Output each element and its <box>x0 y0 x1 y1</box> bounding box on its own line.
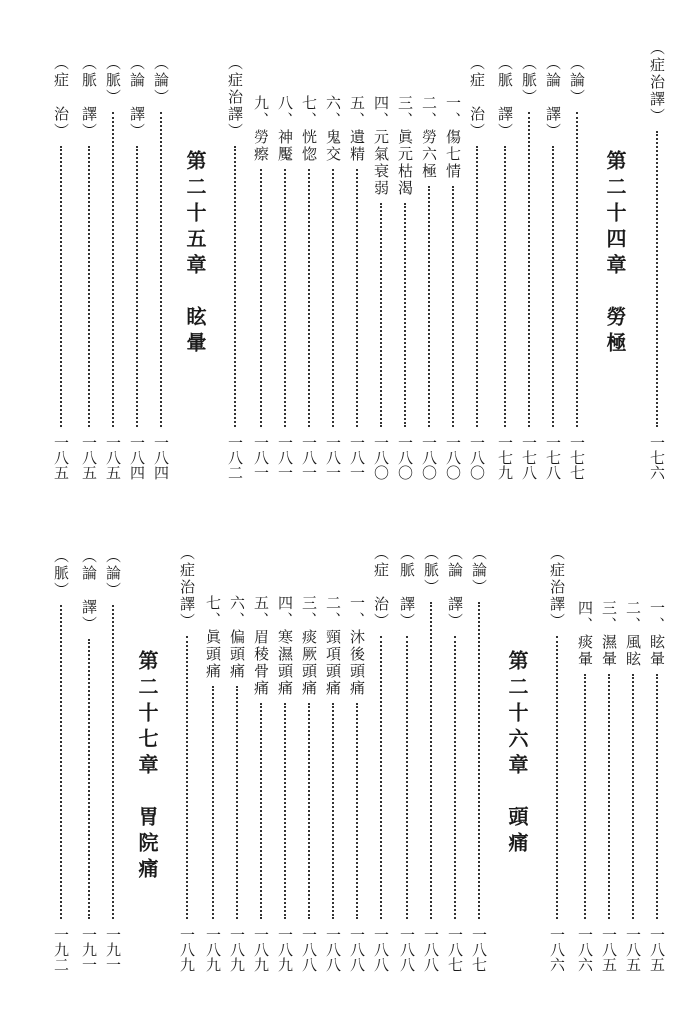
dot-leader <box>136 146 138 427</box>
toc-entry[interactable] <box>176 545 198 972</box>
dot-leader <box>186 636 188 919</box>
toc-entry-label: （症 治） <box>372 545 390 630</box>
chapter-heading-text: 第二十四章 勞極 <box>603 150 627 358</box>
toc-entry-page: 一八二 <box>226 435 244 480</box>
toc-entry[interactable] <box>542 55 564 480</box>
chapter-heading <box>598 150 632 358</box>
toc-entry[interactable] <box>346 595 368 972</box>
toc-entry-label: （論） <box>568 55 586 106</box>
dot-leader <box>380 203 382 427</box>
dot-leader <box>656 674 658 919</box>
dot-leader <box>356 169 358 427</box>
toc-entry-page: 一八八 <box>422 927 440 972</box>
toc-entry-page: 一八一 <box>324 435 342 480</box>
dot-leader <box>476 146 478 427</box>
toc-entry[interactable] <box>574 600 596 972</box>
toc-entry-label: （論） <box>104 548 122 599</box>
dot-leader <box>632 674 634 919</box>
dot-leader <box>406 636 408 919</box>
toc-entry-label: （論 譯） <box>544 55 562 140</box>
toc-entry[interactable] <box>466 55 488 480</box>
dot-leader <box>528 112 530 427</box>
toc-entry-page: 一八五 <box>648 927 666 972</box>
toc-entry-page: 一八九 <box>228 927 246 972</box>
dot-leader <box>478 602 480 919</box>
toc-entry-page: 一八四 <box>128 435 146 480</box>
toc-entry-page: 一八〇 <box>444 435 462 480</box>
dot-leader <box>608 674 610 919</box>
dot-leader <box>584 674 586 919</box>
dot-leader <box>430 602 432 919</box>
toc-entry-page: 一八四 <box>152 435 170 480</box>
toc-entry[interactable] <box>150 55 172 480</box>
toc-entry[interactable] <box>566 55 588 480</box>
toc-entry[interactable] <box>394 95 416 480</box>
toc-entry-page: 一八一 <box>300 435 318 480</box>
toc-entry[interactable] <box>298 95 320 480</box>
toc-entry[interactable] <box>50 548 72 972</box>
toc-entry-label: （症治譯） <box>548 545 566 630</box>
dot-leader <box>656 131 658 427</box>
toc-entry-label: （脈） <box>520 55 538 106</box>
toc-entry-page: 一八七 <box>470 927 488 972</box>
toc-entry-page: 一八八 <box>348 927 366 972</box>
toc-entry-label: （論） <box>152 55 170 106</box>
toc-entry[interactable] <box>126 55 148 480</box>
toc-entry[interactable] <box>418 95 440 480</box>
toc-entry[interactable] <box>202 595 224 972</box>
toc-entry[interactable] <box>322 595 344 972</box>
dot-leader <box>112 605 114 919</box>
toc-entry-page: 一八八 <box>324 927 342 972</box>
toc-entry-label: 三、濕暈 <box>600 600 618 668</box>
toc-entry[interactable] <box>370 545 392 972</box>
toc-entry-page: 一八八 <box>398 927 416 972</box>
toc-entry[interactable] <box>468 545 490 972</box>
toc-entry[interactable] <box>274 595 296 972</box>
dot-leader <box>112 112 114 427</box>
dot-leader <box>454 636 456 919</box>
toc-entry-label: （症治譯） <box>226 55 244 140</box>
toc-entry-page: 一九一 <box>80 927 98 972</box>
toc-entry-label: （論 譯） <box>446 545 464 630</box>
toc-entry[interactable] <box>250 595 272 972</box>
dot-leader <box>504 146 506 427</box>
toc-entry-page: 一八九 <box>204 927 222 972</box>
dot-leader <box>60 146 62 427</box>
toc-entry-label: 八、神魘 <box>276 95 294 163</box>
toc-entry-label: 七、恍惚 <box>300 95 318 163</box>
chapter-heading-text: 第二十五章 眩暈 <box>183 150 207 358</box>
toc-entry-page: 一八六 <box>548 927 566 972</box>
chapter-heading-text: 第二十六章 頭痛 <box>505 650 529 858</box>
toc-entry-page: 一七七 <box>568 435 586 480</box>
toc-entry-page: 一八五 <box>80 435 98 480</box>
toc-entry-label: 一、沐後頭痛 <box>348 595 366 697</box>
dot-leader <box>308 703 310 919</box>
dot-leader <box>332 169 334 427</box>
toc-entry-label: 九、勞瘵 <box>252 95 270 163</box>
toc-entry-page: 一九一 <box>104 927 122 972</box>
toc-entry-page: 一八一 <box>348 435 366 480</box>
toc-entry-page: 一七六 <box>648 435 666 480</box>
dot-leader <box>236 686 238 919</box>
toc-entry-label: （症治譯） <box>648 40 666 125</box>
dot-leader <box>284 169 286 427</box>
toc-entry[interactable] <box>646 600 668 972</box>
dot-leader <box>552 146 554 427</box>
chapter-heading <box>178 150 212 358</box>
dot-leader <box>452 186 454 427</box>
toc-entry-page: 一七八 <box>544 435 562 480</box>
toc-entry-label: （論 譯） <box>80 548 98 633</box>
toc-entry[interactable] <box>494 55 516 480</box>
toc-entry[interactable] <box>102 55 124 480</box>
dot-leader <box>576 112 578 427</box>
toc-entry-label: 四、元氣衰弱 <box>372 95 390 197</box>
toc-entry-label: 二、頸項頭痛 <box>324 595 342 697</box>
toc-entry-page: 一八五 <box>52 435 70 480</box>
toc-entry[interactable] <box>102 548 124 972</box>
toc-entry[interactable] <box>444 545 466 972</box>
toc-entry-label: 三、痰厥頭痛 <box>300 595 318 697</box>
toc-entry-page: 一八八 <box>372 927 390 972</box>
toc-entry-label: 一、眩暈 <box>648 600 666 668</box>
chapter-heading <box>130 650 164 884</box>
toc-entry-label: 七、眞頭痛 <box>204 595 222 680</box>
toc-entry-page: 一七八 <box>520 435 538 480</box>
toc-entry-page: 一八一 <box>252 435 270 480</box>
toc-entry-page: 一九二 <box>52 927 70 972</box>
toc-entry[interactable] <box>224 55 246 480</box>
toc-entry-page: 一八〇 <box>420 435 438 480</box>
dot-leader <box>556 636 558 919</box>
dot-leader <box>60 605 62 919</box>
toc-entry-label: （症治譯） <box>178 545 196 630</box>
toc-entry-page: 一七九 <box>496 435 514 480</box>
toc-entry[interactable] <box>396 545 418 972</box>
toc-entry-page: 一八〇 <box>468 435 486 480</box>
toc-entry[interactable] <box>322 95 344 480</box>
toc-entry[interactable] <box>420 545 442 972</box>
dot-leader <box>428 186 430 427</box>
dot-leader <box>284 703 286 919</box>
toc-entry[interactable] <box>78 548 100 972</box>
dot-leader <box>88 639 90 919</box>
toc-entry-page: 一八一 <box>276 435 294 480</box>
toc-entry-page: 一八五 <box>104 435 122 480</box>
toc-entry-label: （脈 譯） <box>398 545 416 630</box>
toc-entry-page: 一八〇 <box>396 435 414 480</box>
toc-entry[interactable] <box>250 95 272 480</box>
toc-entry-page: 一八九 <box>178 927 196 972</box>
toc-entry-label: 二、勞六極 <box>420 95 438 180</box>
toc-entry[interactable] <box>546 545 568 972</box>
toc-entry-label: 六、鬼交 <box>324 95 342 163</box>
toc-entry-label: （症 治） <box>468 55 486 140</box>
toc-entry-page: 一八五 <box>600 927 618 972</box>
toc-entry-page: 一八八 <box>300 927 318 972</box>
toc-entry-page: 一八七 <box>446 927 464 972</box>
toc-entry-label: （脈 譯） <box>80 55 98 140</box>
dot-leader <box>308 169 310 427</box>
dot-leader <box>260 703 262 919</box>
toc-entry-label: （論 譯） <box>128 55 146 140</box>
toc-entry[interactable] <box>50 55 72 480</box>
chapter-heading-text: 第二十七章 胃院痛 <box>135 650 159 884</box>
dot-leader <box>404 203 406 427</box>
dot-leader <box>380 636 382 919</box>
toc-entry[interactable] <box>298 595 320 972</box>
toc-entry-page: 一八五 <box>624 927 642 972</box>
toc-entry-label: （脈 譯） <box>496 55 514 140</box>
toc-entry-label: 五、遺精 <box>348 95 366 163</box>
toc-entry-label: 五、眉稜骨痛 <box>252 595 270 697</box>
toc-entry-label: （脈） <box>52 548 70 599</box>
toc-entry-label: （脈） <box>422 545 440 596</box>
toc-entry-label: 二、風眩 <box>624 600 642 668</box>
toc-entry-label: （論） <box>470 545 488 596</box>
toc-entry[interactable] <box>370 95 392 480</box>
toc-entry[interactable] <box>646 40 668 480</box>
toc-entry-page: 一八六 <box>576 927 594 972</box>
toc-entry[interactable] <box>226 595 248 972</box>
toc-entry[interactable] <box>78 55 100 480</box>
chapter-heading <box>500 650 534 858</box>
toc-entry-label: （脈） <box>104 55 122 106</box>
dot-leader <box>212 686 214 919</box>
dot-leader <box>356 703 358 919</box>
toc-entry-label: 四、寒濕頭痛 <box>276 595 294 697</box>
toc-entry[interactable] <box>346 95 368 480</box>
toc-entry-label: 三、眞元枯渴 <box>396 95 414 197</box>
toc-entry-page: 一八九 <box>252 927 270 972</box>
toc-entry[interactable] <box>518 55 540 480</box>
dot-leader <box>332 703 334 919</box>
toc-entry-label: （症 治） <box>52 55 70 140</box>
dot-leader <box>260 169 262 427</box>
toc-entry-label: 一、傷七情 <box>444 95 462 180</box>
dot-leader <box>88 146 90 427</box>
toc-entry-page: 一八〇 <box>372 435 390 480</box>
toc-entry-label: 四、痰暈 <box>576 600 594 668</box>
toc-entry-label: 六、偏頭痛 <box>228 595 246 680</box>
toc-entry[interactable] <box>622 600 644 972</box>
toc-entry[interactable] <box>274 95 296 480</box>
dot-leader <box>234 146 236 427</box>
toc-entry[interactable] <box>442 95 464 480</box>
toc-entry[interactable] <box>598 600 620 972</box>
toc-entry-page: 一八九 <box>276 927 294 972</box>
dot-leader <box>160 112 162 427</box>
